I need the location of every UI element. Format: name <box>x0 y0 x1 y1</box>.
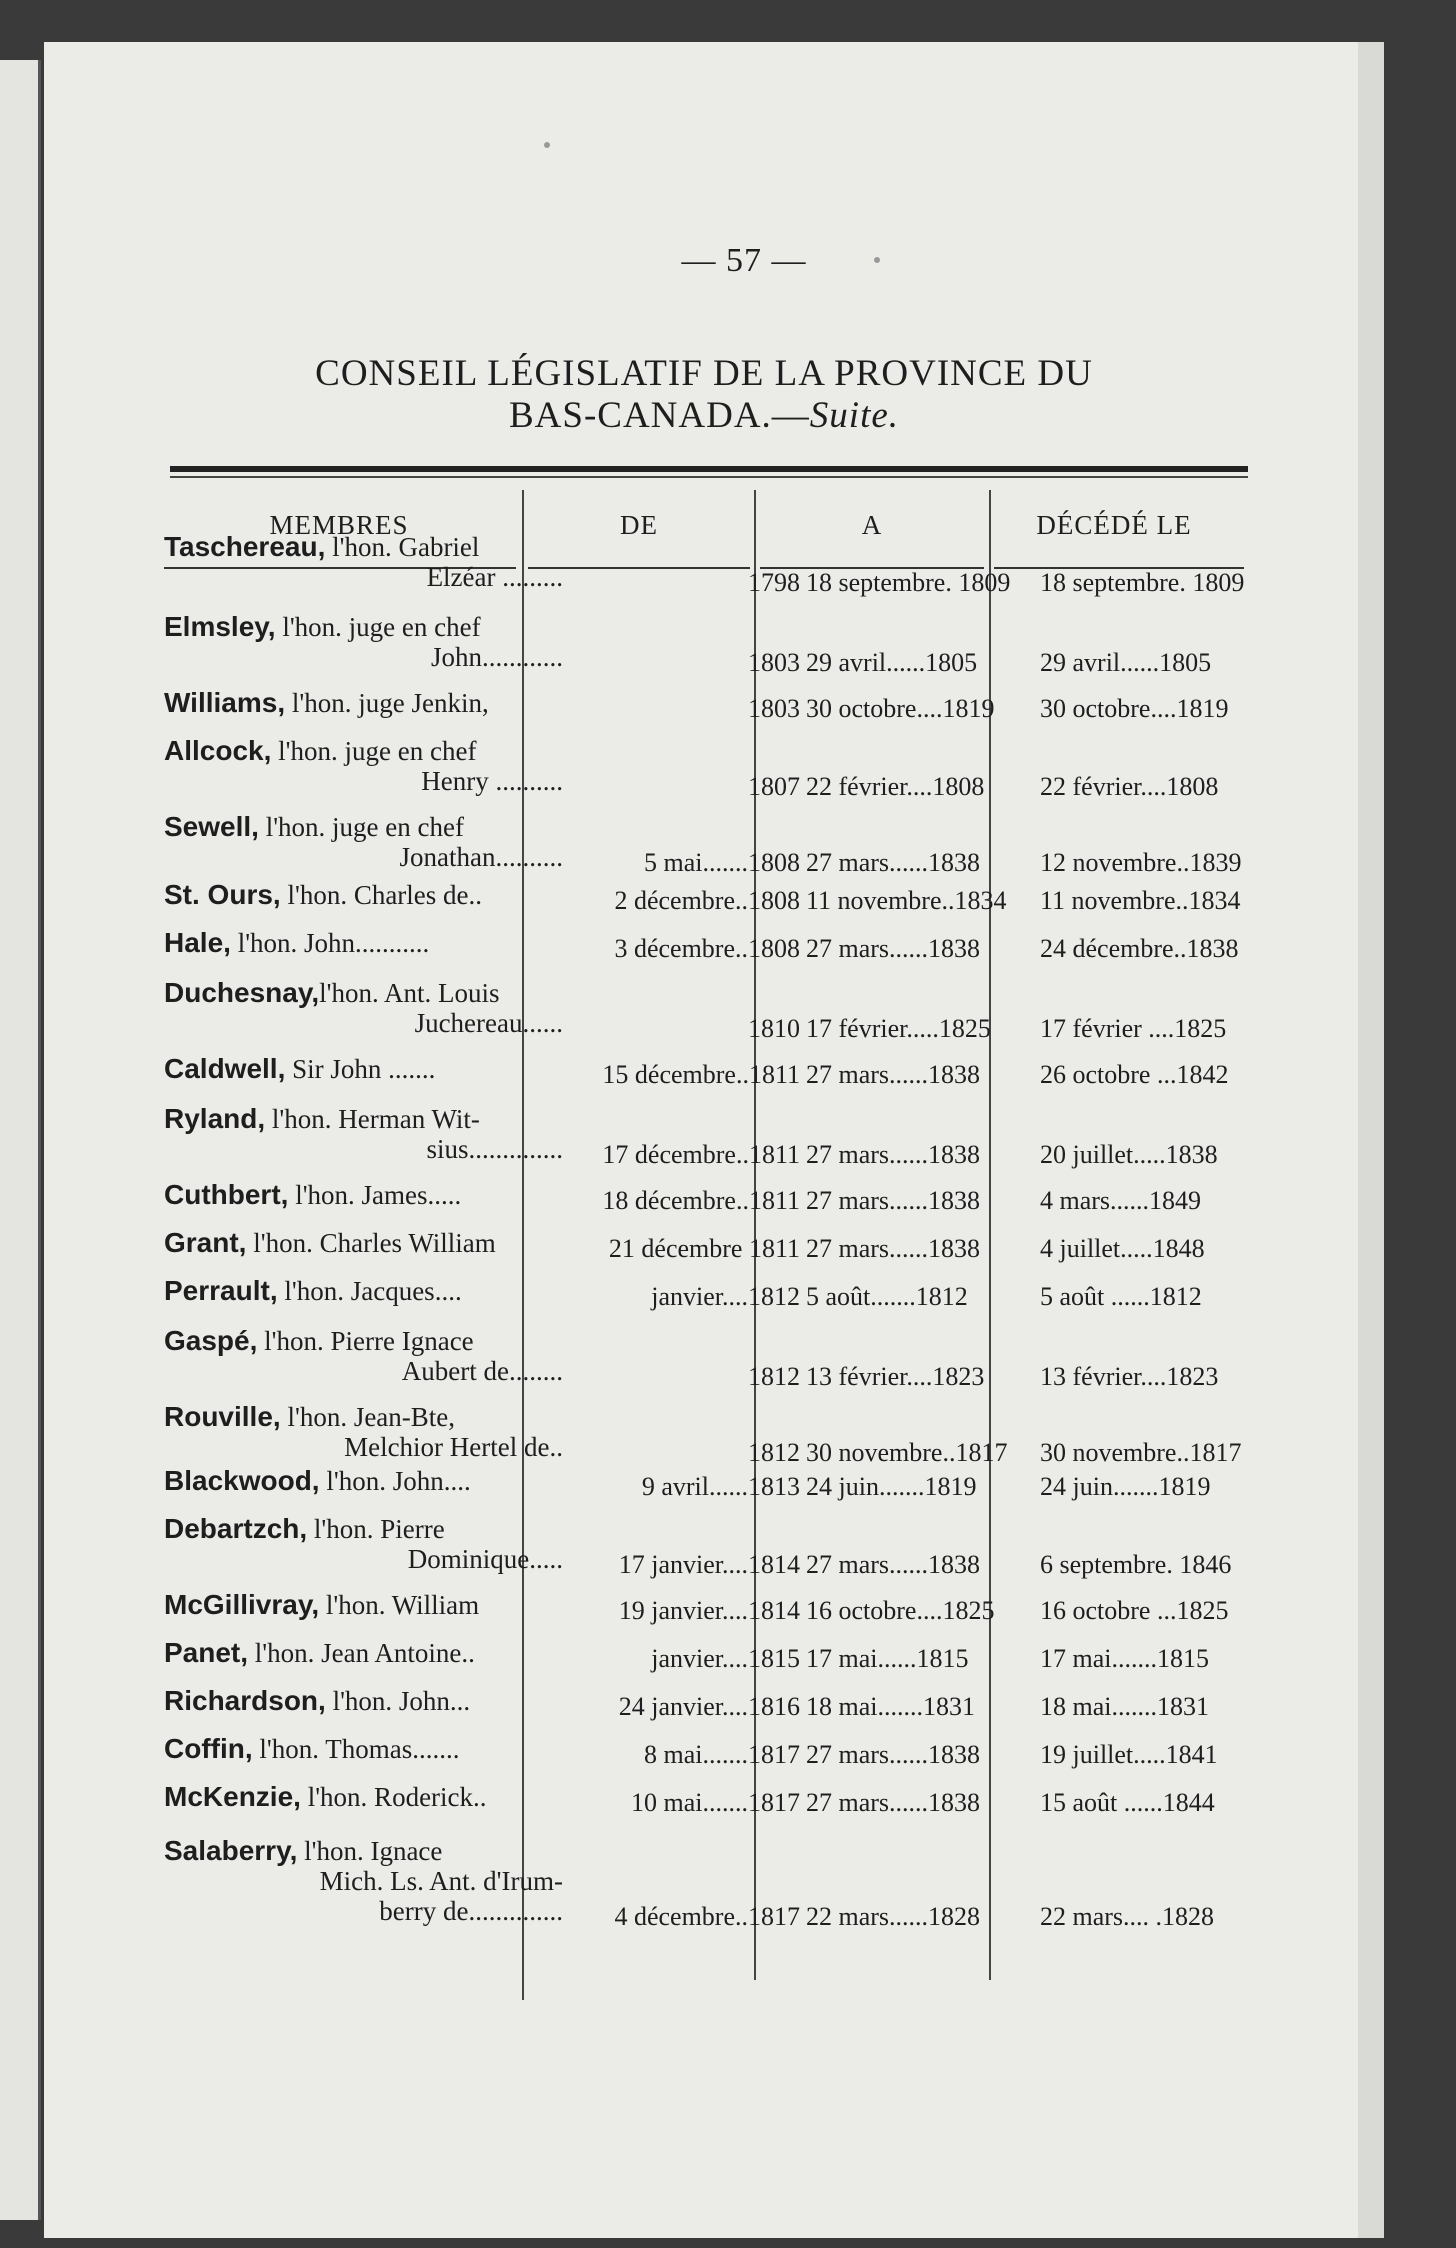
document-page <box>44 42 1384 2238</box>
date-a: 27 mars......1838 <box>806 1140 981 1169</box>
date-decede: 24 décembre..1838 <box>1040 934 1239 963</box>
member-name-line1 <box>164 1734 460 1764</box>
member-surname: Allcock, <box>164 735 272 766</box>
date-a: 27 mars......1838 <box>806 934 981 963</box>
date-decede: 5 août ......1812 <box>1040 1282 1202 1311</box>
member-surname: St. Ours, <box>164 879 281 910</box>
date-de: 17 décembre..1811 <box>602 1140 800 1169</box>
member-name-line1 <box>164 1466 471 1496</box>
member-surname: Duchesnay, <box>164 977 320 1008</box>
date-de: 1803 <box>748 694 800 723</box>
date-de: 17 janvier....1814 <box>618 1550 800 1579</box>
member-given-line1: l'hon. Jean Antoine.. <box>248 1638 475 1668</box>
date-de: 5 mai.......1808 <box>644 848 800 877</box>
date-de: janvier....1812 <box>651 1282 800 1311</box>
member-given-line2: Jonathan.......... <box>399 842 563 872</box>
date-a: 18 septembre. 1809 <box>806 568 1011 597</box>
date-decede: 18 mai.......1831 <box>1040 1692 1209 1721</box>
member-given-line1: l'hon. Jacques.... <box>277 1276 462 1306</box>
member-given-line1: l'hon. Pierre Ignace <box>257 1326 474 1356</box>
date-a: 5 août.......1812 <box>806 1282 968 1311</box>
date-de: 8 mai.......1817 <box>644 1740 800 1769</box>
member-given-line1: l'hon. juge en chef <box>275 612 481 642</box>
date-decede: 30 octobre....1819 <box>1040 694 1229 723</box>
date-decede: 16 octobre ...1825 <box>1040 1596 1229 1625</box>
member-surname: McKenzie, <box>164 1781 301 1812</box>
member-name <box>164 1782 569 1812</box>
member-given-line2: Aubert de........ <box>401 1356 563 1386</box>
member-given-line1: l'hon. William <box>319 1590 480 1620</box>
member-name <box>164 1326 569 1386</box>
member-name <box>164 1836 569 1926</box>
date-decede: 24 juin.......1819 <box>1040 1472 1211 1501</box>
member-name-line1 <box>164 1836 442 1866</box>
member-surname: Richardson, <box>164 1685 326 1716</box>
member-surname: Rouville, <box>164 1401 281 1432</box>
member-name <box>164 1466 569 1496</box>
date-a: 29 avril......1805 <box>806 648 978 677</box>
date-decede: 4 juillet.....1848 <box>1040 1234 1205 1263</box>
table-row <box>44 1835 1384 1931</box>
member-name <box>164 1402 569 1462</box>
date-a: 17 février.....1825 <box>806 1014 991 1043</box>
member-name <box>164 612 569 672</box>
date-decede: 17 mai.......1815 <box>1040 1644 1209 1673</box>
member-given-line2: Henry .......... <box>421 766 563 796</box>
member-surname: Debartzch, <box>164 1513 308 1544</box>
date-a: 27 mars......1838 <box>806 1234 981 1263</box>
member-name <box>164 1686 569 1716</box>
member-surname: Cuthbert, <box>164 1179 289 1210</box>
header-rule-thick <box>170 466 1248 472</box>
date-de: 1812 <box>748 1438 800 1467</box>
date-de: 18 décembre..1811 <box>602 1186 800 1215</box>
member-surname: Taschereau, <box>164 531 326 562</box>
member-name-line1 <box>164 1686 470 1716</box>
member-name <box>164 812 569 872</box>
date-de: 1798 <box>748 568 800 597</box>
member-surname: Elmsley, <box>164 611 276 642</box>
table-row <box>44 612 1384 692</box>
paper-speck <box>874 257 880 263</box>
member-given-line1: l'hon. Charles de.. <box>280 880 483 910</box>
column-header-decede: DÉCÉDÉ LE <box>1036 510 1192 540</box>
member-given-line1: l'hon. John.... <box>319 1466 471 1496</box>
member-name <box>164 532 569 592</box>
member-given-line1: l'hon. Gabriel <box>325 532 480 562</box>
member-given-line1: l'hon. Jean-Bte, <box>280 1402 456 1432</box>
member-surname: Ryland, <box>164 1103 266 1134</box>
member-surname: Perrault, <box>164 1275 278 1306</box>
member-name-line1 <box>164 1782 487 1812</box>
member-name <box>164 880 569 910</box>
member-given-line2: Dominique..... <box>407 1544 563 1574</box>
date-decede: 13 février....1823 <box>1040 1362 1219 1391</box>
member-given-line2: Elzéar ......... <box>426 562 563 592</box>
member-surname: Blackwood, <box>164 1465 320 1496</box>
member-name-line1 <box>164 532 479 562</box>
member-name <box>164 1514 569 1574</box>
member-surname: Panet, <box>164 1637 249 1668</box>
date-a: 27 mars......1838 <box>806 1788 981 1817</box>
member-given-line1: Sir John ....... <box>285 1054 436 1084</box>
member-given-line1: l'hon. Thomas....... <box>252 1734 460 1764</box>
date-decede: 18 septembre. 1809 <box>1040 568 1245 597</box>
member-surname: Grant, <box>164 1227 247 1258</box>
table-row <box>44 532 1384 612</box>
member-given-line1: l'hon. juge en chef <box>271 736 477 766</box>
date-a: 27 mars......1838 <box>806 1060 981 1089</box>
member-name-line1 <box>164 1180 461 1210</box>
date-a: 27 mars......1838 <box>806 1186 981 1215</box>
member-name <box>164 1180 569 1210</box>
date-decede: 11 novembre..1834 <box>1040 886 1241 915</box>
member-name-line1 <box>164 688 489 718</box>
date-de: 15 décembre..1811 <box>602 1060 800 1089</box>
table-row <box>44 978 1384 1058</box>
member-given-line2: sius.............. <box>426 1134 563 1164</box>
date-decede: 30 novembre..1817 <box>1040 1438 1242 1467</box>
member-given-line1: l'hon. Ignace <box>297 1836 443 1866</box>
member-given-line1: l'hon. juge Jenkin, <box>285 688 489 718</box>
date-a: 30 octobre....1819 <box>806 694 995 723</box>
member-name <box>164 928 569 958</box>
date-decede: 15 août ......1844 <box>1040 1788 1215 1817</box>
column-header-membres: MEMBRES <box>269 510 409 540</box>
member-surname: Coffin, <box>164 1733 253 1764</box>
member-name <box>164 978 569 1038</box>
date-de: 10 mai.......1817 <box>631 1788 800 1817</box>
member-name <box>164 1590 569 1620</box>
member-given-line1: l'hon. Charles William <box>246 1228 496 1258</box>
date-decede: 20 juillet.....1838 <box>1040 1140 1218 1169</box>
member-name-line1 <box>164 1326 474 1356</box>
member-surname: Gaspé, <box>164 1325 258 1356</box>
date-decede: 12 novembre..1839 <box>1040 848 1242 877</box>
member-given-line2: Juchereau...... <box>414 1008 563 1038</box>
member-name-line1 <box>164 1276 462 1306</box>
member-given-line1: l'hon. Roderick.. <box>300 1782 487 1812</box>
date-a: 11 novembre..1834 <box>806 886 1007 915</box>
member-name-line1 <box>164 880 482 910</box>
member-given-line3: berry de.............. <box>379 1896 563 1926</box>
member-given-line1: l'hon. John........... <box>230 928 430 958</box>
date-a: 27 mars......1838 <box>806 1740 981 1769</box>
member-surname: Salaberry, <box>164 1835 298 1866</box>
table-row <box>44 736 1384 816</box>
date-decede: 22 mars.... .1828 <box>1040 1902 1215 1931</box>
date-decede: 17 février ....1825 <box>1040 1014 1227 1043</box>
date-de: 1803 <box>748 648 800 677</box>
member-surname: Sewell, <box>164 811 259 842</box>
header-rule-thin <box>170 476 1248 478</box>
member-given-line2: John............ <box>430 642 563 672</box>
date-de: 3 décembre..1808 <box>614 934 800 963</box>
member-name <box>164 1054 569 1084</box>
member-name <box>164 1734 569 1764</box>
date-de: 4 décembre..1817 <box>614 1902 800 1931</box>
member-given-line1: l'hon. James..... <box>288 1180 462 1210</box>
member-given-line2: Mich. Ls. Ant. d'Irum- <box>319 1866 563 1896</box>
date-a: 13 février....1823 <box>806 1362 985 1391</box>
date-de: 9 avril......1813 <box>641 1472 800 1501</box>
title-suite: Suite. <box>809 395 900 436</box>
column-header-a: A <box>861 510 883 540</box>
date-de: 24 janvier....1816 <box>618 1692 800 1721</box>
member-surname: Caldwell, <box>164 1053 286 1084</box>
member-surname: Hale, <box>164 927 231 958</box>
date-de: janvier....1815 <box>651 1644 800 1673</box>
member-name <box>164 1638 569 1668</box>
member-name-line1 <box>164 1104 480 1134</box>
member-name-line1 <box>164 1228 496 1258</box>
date-a: 22 mars......1828 <box>806 1902 981 1931</box>
date-decede: 6 septembre. 1846 <box>1040 1550 1232 1579</box>
title-main: BAS-CANADA.— <box>508 395 810 436</box>
page-title-line1: CONSEIL LÉGISLATIF DE LA PROVINCE DU <box>315 353 1093 394</box>
member-name-line1 <box>164 1054 435 1084</box>
date-de: 1807 <box>748 772 800 801</box>
member-name-line1 <box>164 612 481 642</box>
date-decede: 4 mars......1849 <box>1040 1186 1202 1215</box>
date-de: 19 janvier....1814 <box>618 1596 800 1625</box>
member-name-line1 <box>164 1402 455 1432</box>
date-decede: 29 avril......1805 <box>1040 648 1212 677</box>
member-surname: McGillivray, <box>164 1589 320 1620</box>
member-name-line1 <box>164 736 476 766</box>
member-name <box>164 1276 569 1306</box>
member-given-line1: l'hon. Herman Wit- <box>265 1104 480 1134</box>
member-name <box>164 1228 569 1258</box>
table-row <box>44 1326 1384 1406</box>
member-given-line1: l'hon. Pierre <box>307 1514 445 1544</box>
date-a: 27 mars......1838 <box>806 1550 981 1579</box>
date-de: 1812 <box>748 1362 800 1391</box>
date-de: 2 décembre..1808 <box>614 886 800 915</box>
member-name-line1 <box>164 978 499 1008</box>
member-name <box>164 688 569 718</box>
paper-speck <box>544 142 550 148</box>
member-given-line2: Melchior Hertel de.. <box>344 1432 563 1462</box>
date-decede: 26 octobre ...1842 <box>1040 1060 1229 1089</box>
member-given-line1: l'hon. John... <box>325 1686 471 1716</box>
date-decede: 19 juillet.....1841 <box>1040 1740 1218 1769</box>
date-a: 18 mai.......1831 <box>806 1692 975 1721</box>
date-de: 1810 <box>748 1014 800 1043</box>
date-a: 22 février....1808 <box>806 772 985 801</box>
page-title-line2 <box>204 394 1204 437</box>
date-a: 24 juin.......1819 <box>806 1472 977 1501</box>
date-de: 21 décembre 1811 <box>608 1234 800 1263</box>
member-name <box>164 1104 569 1164</box>
member-surname: Williams, <box>164 687 286 718</box>
adjacent-page-edge <box>0 60 41 2220</box>
member-name <box>164 736 569 796</box>
date-a: 17 mai......1815 <box>806 1644 969 1673</box>
date-a: 27 mars......1838 <box>806 848 981 877</box>
date-decede: 22 février....1808 <box>1040 772 1219 801</box>
member-name-line1 <box>164 1514 445 1544</box>
date-a: 16 octobre....1825 <box>806 1596 995 1625</box>
member-name-line1 <box>164 928 429 958</box>
page-number: — 57 — <box>681 242 807 279</box>
table-row <box>44 1104 1384 1184</box>
member-given-line1: l'hon. Ant. Louis <box>319 978 500 1008</box>
table-row <box>44 1514 1384 1594</box>
member-name-line1 <box>164 1590 479 1620</box>
column-header-de: DE <box>620 510 658 540</box>
member-name-line1 <box>164 812 464 842</box>
member-name-line1 <box>164 1638 475 1668</box>
member-given-line1: l'hon. juge en chef <box>258 812 464 842</box>
date-a: 30 novembre..1817 <box>806 1438 1008 1467</box>
